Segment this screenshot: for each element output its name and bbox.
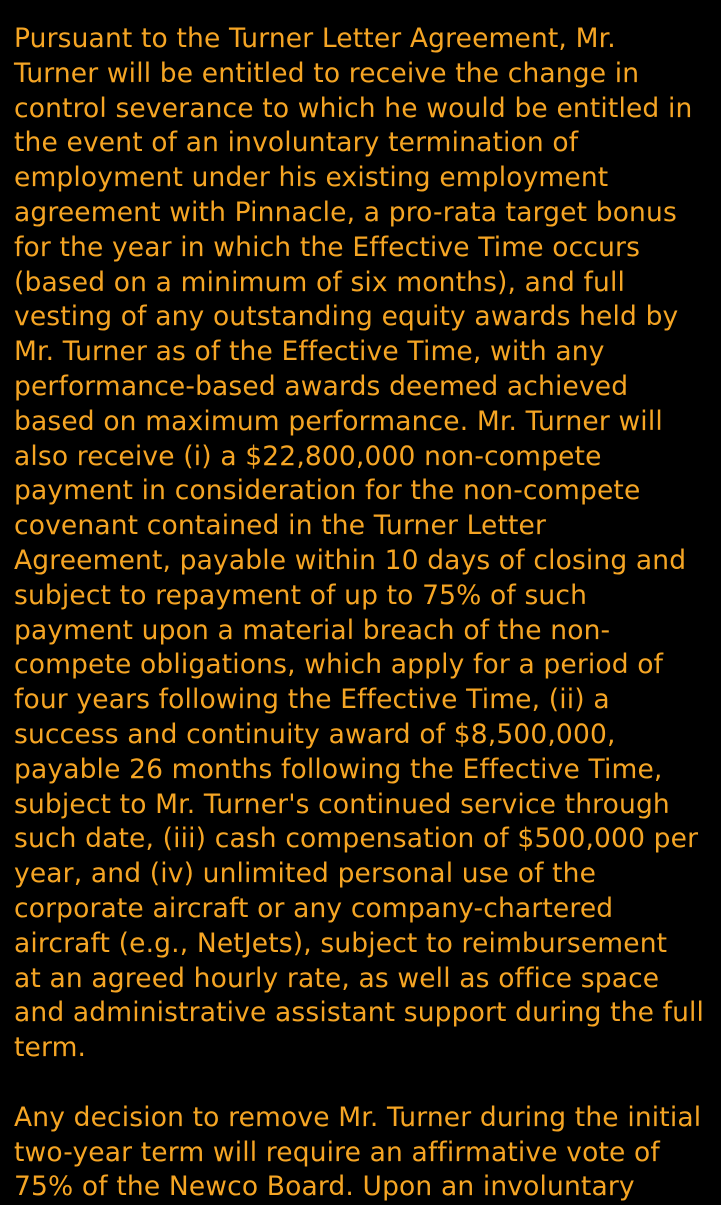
text-line: based on maximum performance. Mr. Turner will: [14, 405, 663, 437]
text-line: corporate aircraft or any company-chartered: [14, 892, 614, 924]
text-line: Turner will be entitled to receive the change in: [14, 57, 640, 89]
paragraph-turner-letter-agreement: [14, 22, 714, 1066]
text-line: Mr. Turner as of the Effective Time, with any: [14, 336, 605, 368]
paragraph-spacer: [14, 1066, 714, 1101]
text-line: compete obligations, which apply for a period of: [14, 649, 664, 681]
text-line: subject to Mr. Turner's continued service through: [14, 788, 670, 820]
text-line: Pursuant to the Turner Letter Agreement, Mr.: [14, 23, 616, 54]
text-line: and administrative assistant support during the full: [14, 997, 705, 1029]
text-line: for the year in which the Effective Time occurs: [14, 231, 641, 263]
text-line: agreement with Pinnacle, a pro-rata target bonus: [14, 196, 677, 228]
text-line: four years following the Effective Time, (ii) a: [14, 684, 610, 716]
text-line: payment upon a material breach of the non-: [14, 614, 611, 646]
text-line: year, and (iv) unlimited personal use of the: [14, 858, 597, 890]
text-line: success and continuity award of $8,500,000,: [14, 718, 616, 750]
text-line: the event of an involuntary termination of: [14, 127, 579, 159]
text-line: Any decision to remove Mr. Turner during the initial: [14, 1101, 702, 1133]
text-line: such date, (iii) cash compensation of $500,000 per: [14, 823, 699, 855]
text-line: payment in consideration for the non-compete: [14, 475, 641, 507]
text-line: vesting of any outstanding equity awards held by: [14, 301, 679, 333]
text-line: 75% of the Newco Board. Upon an involuntary: [14, 1171, 635, 1203]
text-line: aircraft (e.g., NetJets), subject to reimbursement: [14, 927, 668, 959]
text-line: payable 26 months following the Effective Time,: [14, 753, 663, 785]
document-text: [14, 22, 714, 1205]
text-line: covenant contained in the Turner Letter: [14, 510, 547, 542]
text-line: term.: [14, 1032, 87, 1064]
text-line: Agreement, payable within 10 days of closing and: [14, 544, 687, 576]
text-line: employment under his existing employment: [14, 162, 609, 194]
text-line: two-year term will require an affirmative vote of: [14, 1136, 660, 1168]
text-line: also receive (i) a $22,800,000 non-compete: [14, 440, 602, 472]
text-line: at an agreed hourly rate, as well as office space: [14, 962, 660, 994]
text-line: performance-based awards deemed achieved: [14, 370, 629, 402]
text-line: subject to repayment of up to 75% of such: [14, 579, 588, 611]
text-line: (based on a minimum of six months), and full: [14, 266, 626, 298]
paragraph-removal-vote: [14, 1101, 714, 1205]
text-line: control severance to which he would be entitled in: [14, 92, 693, 124]
